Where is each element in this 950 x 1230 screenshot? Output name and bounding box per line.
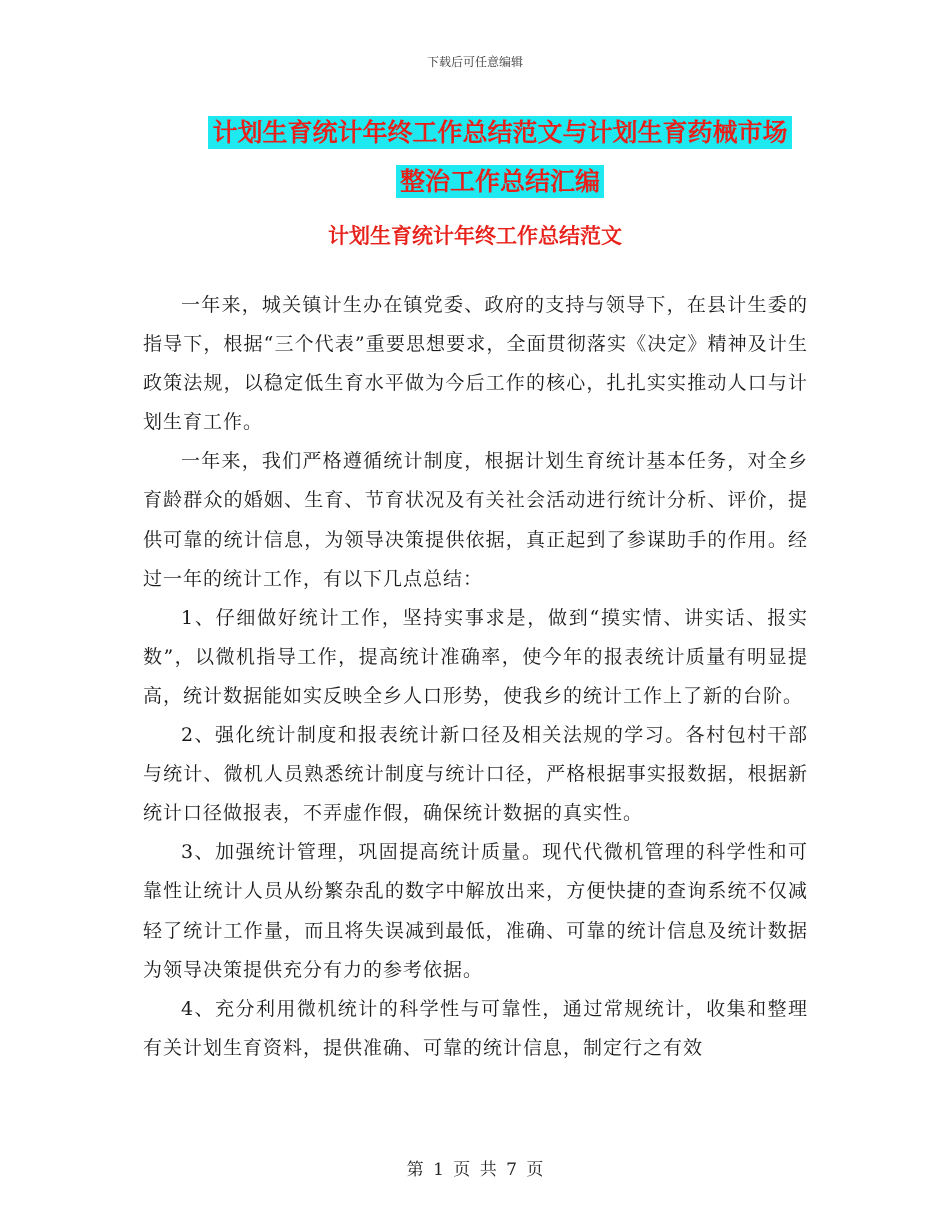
paragraph: 2、强化统计制度和报表统计新口径及相关法规的学习。各村包村干部与统计、微机人员熟悉统计制度与统计口径，严格根据事实报数据，根据新统计口径做报表，不弄虚作假，确保统计数据的真实性。	[143, 724, 808, 825]
paragraph: 一年来，我们严格遵循统计制度，根据计划生育统计基本任务，对全乡育龄群众的婚姻、生育、节育状况及有关社会活动进行统计分析、评价，提供可靠的统计信息，为领导决策提供依据，真正起到了参谋助手的作用。经过一年的统计工作，有以下几点总结：	[143, 450, 808, 590]
title-line-2: 整治工作总结汇编	[396, 165, 604, 198]
header-note: 下载后可任意编辑	[426, 55, 523, 69]
paragraph: 1、仔细做好统计工作，坚持实事求是，做到“摸实情、讲实话、报实数”，以微机指导工作，提高统计准确率，使今年的报表统计质量有明显提高，统计数据能如实反映全乡人口形势，使我乡的统计工作上了新的台阶。	[143, 606, 808, 707]
paragraph: 一年来，城关镇计生办在镇党委、政府的支持与领导下，在县计生委的指导下，根据“三个代表”重要思想要求，全面贯彻落实《决定》精神及计生政策法规，以稳定低生育水平做为今后工作的核心，扎扎实实推动人口与计划生育工作。	[143, 294, 808, 434]
body-text	[143, 286, 808, 1068]
document-title	[150, 108, 850, 206]
section-title: 计划生育统计年终工作总结范文	[328, 224, 622, 248]
paragraph: 4、充分利用微机统计的科学性与可靠性，通过常规统计，收集和整理有关计划生育资料，提供准确、可靠的统计信息，制定行之有效	[143, 997, 808, 1059]
paragraph: 3、加强统计管理，巩固提高统计质量。现代代微机管理的科学性和可靠性让统计人员从纷繁杂乱的数字中解放出来，方便快捷的查询系统不仅减轻了统计工作量，而且将失误减到最低，准确、可靠的统计信息及统计数据为领导决策提供充分有力的参考依据。	[143, 841, 808, 981]
title-line-1: 计划生育统计年终工作总结范文与计划生育药械市场	[208, 116, 791, 149]
page-footer: 第 1 页 共 7 页	[406, 1160, 544, 1180]
